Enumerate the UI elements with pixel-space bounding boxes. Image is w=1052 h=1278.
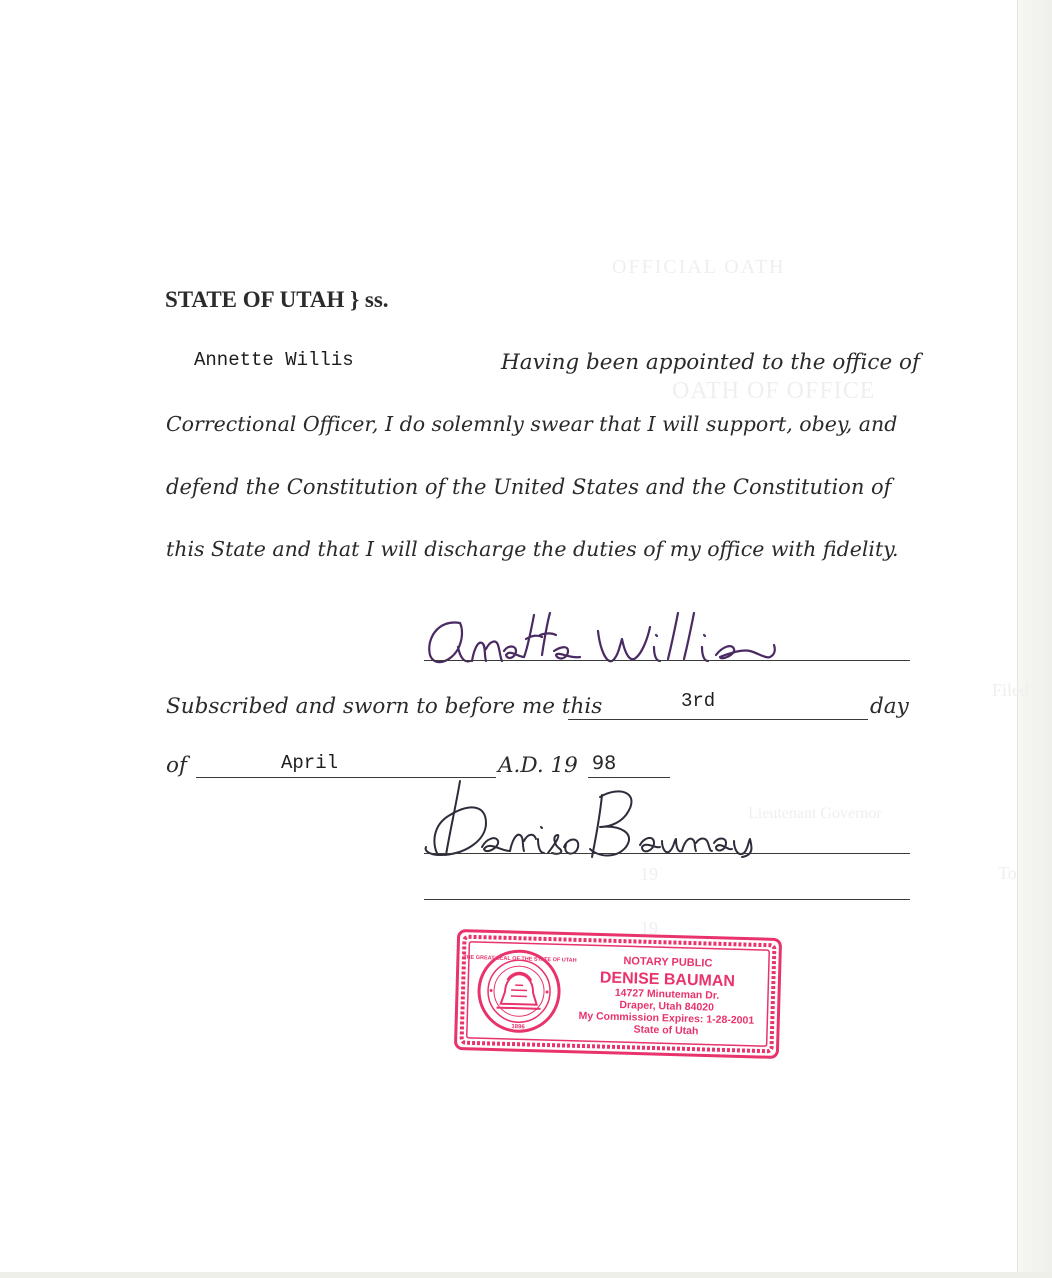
- affiant-signature: [420, 605, 790, 675]
- jurat-day-line: [568, 719, 868, 720]
- oath-text-line-2: Correctional Officer, I do solemnly swear that I will support, obey, and: [166, 412, 898, 436]
- jurat-day-value: 3rd: [681, 690, 716, 712]
- notary-signature: [420, 775, 760, 865]
- show-through-text: To: [998, 863, 1017, 883]
- stamp-address-line-1: 14727 Minuteman Dr.: [614, 986, 720, 1002]
- stamp-title: NOTARY PUBLIC: [623, 955, 713, 970]
- show-through-text: OFFICIAL OATH: [612, 256, 786, 278]
- notary-stamp-graphic: [453, 928, 782, 1059]
- jurat-of-word: of: [166, 753, 187, 778]
- notary-title-line: [424, 899, 910, 900]
- show-through-text: Lieutenant Governor: [748, 805, 882, 822]
- jurat-month-value: April: [281, 752, 339, 774]
- stamp-notary-name: DENISE BAUMAN: [599, 969, 736, 991]
- jurat-prefix: Subscribed and sworn to before me this: [166, 694, 603, 719]
- stamp-commission: My Commission Expires: 1-28-2001: [578, 1009, 755, 1027]
- notary-stamp: [453, 928, 782, 1059]
- show-through-text: Filed: [992, 680, 1030, 700]
- oath-text-line-3: defend the Constitution of the United States and the Constitution of: [166, 475, 892, 499]
- notary-signature-line: [424, 853, 910, 854]
- affiant-name-typed: Annette Willis: [194, 349, 354, 371]
- page-bottom-edge: [0, 1272, 1052, 1278]
- seal-text: THE GREAT SEAL OF THE STATE OF UTAH: [463, 954, 577, 964]
- oath-text-line-1: Having been appointed to the office of: [501, 350, 920, 375]
- document-heading: STATE OF UTAH } ss.: [165, 287, 389, 312]
- show-through-text: 19: [640, 864, 658, 884]
- affiant-signature-line: [424, 660, 910, 661]
- jurat-ad-label: A.D. 19: [498, 753, 578, 778]
- show-through-text: OATH OF OFFICE: [672, 378, 876, 404]
- jurat-year-value: 98: [592, 752, 617, 774]
- stamp-state: State of Utah: [633, 1023, 699, 1038]
- jurat-day-word: day: [870, 694, 909, 719]
- page-edge-strip: [1017, 0, 1052, 1278]
- stamp-address-line-2: Draper, Utah 84020: [619, 999, 715, 1014]
- seal-year: 1896: [511, 1024, 525, 1031]
- show-through-text: 19: [640, 918, 658, 938]
- oath-text-line-4: this State and that I will discharge the duties of my office with fidelity.: [166, 537, 899, 561]
